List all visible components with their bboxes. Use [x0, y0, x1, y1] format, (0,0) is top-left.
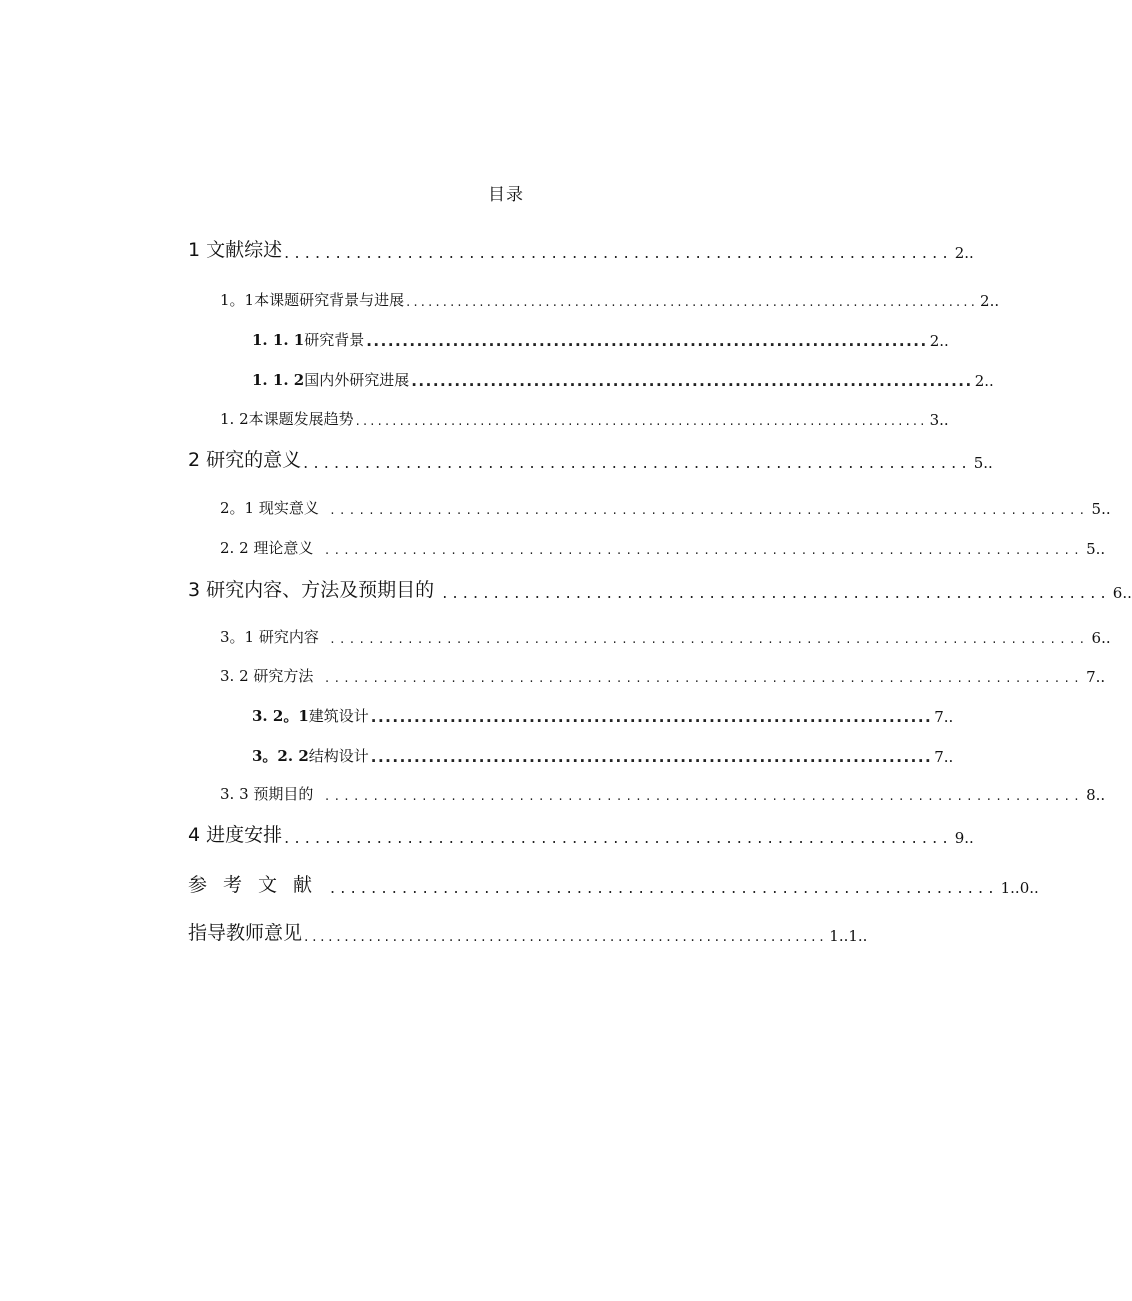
toc-leader: ..............................................................................	[366, 332, 928, 350]
toc-label: 4 进度安排	[188, 824, 283, 846]
toc-entry-3[interactable]	[188, 572, 1132, 602]
toc-page-number: 2..	[954, 244, 974, 262]
toc-entry-4[interactable]	[188, 817, 974, 847]
toc-entry-advisor-opinion[interactable]	[188, 915, 868, 945]
toc-label: 1。1本课题研究背景与进展	[220, 291, 405, 309]
toc-leader: ..............................................................................	[324, 543, 1085, 558]
page-title: 目录	[488, 185, 524, 205]
toc-entry-references[interactable]	[188, 867, 1039, 897]
toc-entry-3-1[interactable]	[220, 617, 1111, 647]
toc-label: 参考文献	[188, 874, 329, 896]
toc-label: 1. 1. 1研究背景	[252, 331, 365, 349]
toc-leader: ..............................................................................	[330, 503, 1090, 518]
toc-label: 3. 2。1建筑设计	[252, 707, 369, 725]
toc-label: 2. 2 理论意义	[220, 539, 314, 557]
toc-leader: ..............................................................................	[370, 708, 933, 726]
toc-leader: ..............................................................................	[370, 748, 933, 766]
toc-page-number: 7..	[934, 708, 954, 726]
toc-page-number: 5..	[973, 454, 993, 472]
toc-page-number: 2..	[929, 332, 949, 350]
toc-entry-1-1[interactable]	[220, 280, 1000, 310]
toc-page-number: 9..	[954, 829, 974, 847]
toc-label: 3。2. 2结构设计	[252, 747, 369, 765]
toc-label: 指导教师意见	[188, 922, 303, 944]
toc-label: 3 研究内容、方法及预期目的	[188, 579, 435, 601]
toc-leader: .................................................................	[284, 243, 953, 262]
toc-page-number: 7..	[934, 748, 954, 766]
toc-label: 1. 2本课题发展趋势	[220, 410, 354, 428]
toc-page-number: 2..	[980, 292, 1000, 310]
toc-page-number: 1..0..	[1000, 879, 1039, 897]
toc-leader: ..............................................................................	[324, 789, 1085, 804]
toc-leader: .................................................................	[442, 583, 1111, 602]
toc-entry-3-2-2[interactable]	[252, 736, 954, 766]
toc-page-number: 8..	[1086, 786, 1106, 804]
toc-entry-1[interactable]	[188, 232, 974, 262]
toc-page-number: 2..	[974, 372, 994, 390]
toc-page-number: 5..	[1091, 500, 1111, 518]
toc-leader: ..............................................................................	[355, 414, 928, 429]
toc-page-number: 6..	[1112, 584, 1132, 602]
toc-page-number: 6..	[1091, 629, 1111, 647]
toc-leader: ..............................................................................	[406, 295, 979, 310]
toc-label: 1. 1. 2国内外研究进展	[252, 371, 410, 389]
toc-leader: .................................................................	[303, 453, 972, 472]
toc-leader: .................................................................	[284, 828, 953, 847]
toc-page-number: 3..	[929, 411, 949, 429]
toc-leader: ..............................................................................	[411, 372, 973, 390]
toc-entry-1-2[interactable]	[220, 399, 949, 429]
toc-entry-2-2[interactable]	[220, 528, 1106, 558]
toc-leader: .................................................................	[330, 878, 999, 897]
toc-entry-1-1-1[interactable]	[252, 320, 949, 350]
toc-page-number: 7..	[1086, 668, 1106, 686]
toc-entry-2[interactable]	[188, 442, 993, 472]
toc-leader: ..............................................................................	[324, 671, 1085, 686]
toc-page-number: 5..	[1086, 540, 1106, 558]
toc-entry-2-1[interactable]	[220, 488, 1111, 518]
toc-leader: .................................................................	[304, 929, 828, 945]
toc-label: 2 研究的意义	[188, 449, 302, 471]
toc-label: 1 文献综述	[188, 239, 283, 261]
toc-page-number: 1..1..	[829, 927, 868, 945]
toc-leader: ..............................................................................	[330, 632, 1090, 647]
toc-label: 3. 3 预期目的	[220, 785, 314, 803]
toc-entry-3-3[interactable]	[220, 774, 1106, 804]
toc-label: 3。1 研究内容	[220, 628, 319, 646]
toc-label: 2。1 现实意义	[220, 499, 319, 517]
toc-entry-1-1-2[interactable]	[252, 360, 994, 390]
toc-entry-3-2[interactable]	[220, 656, 1106, 686]
toc-entry-3-2-1[interactable]	[252, 696, 954, 726]
toc-label: 3. 2 研究方法	[220, 667, 314, 685]
